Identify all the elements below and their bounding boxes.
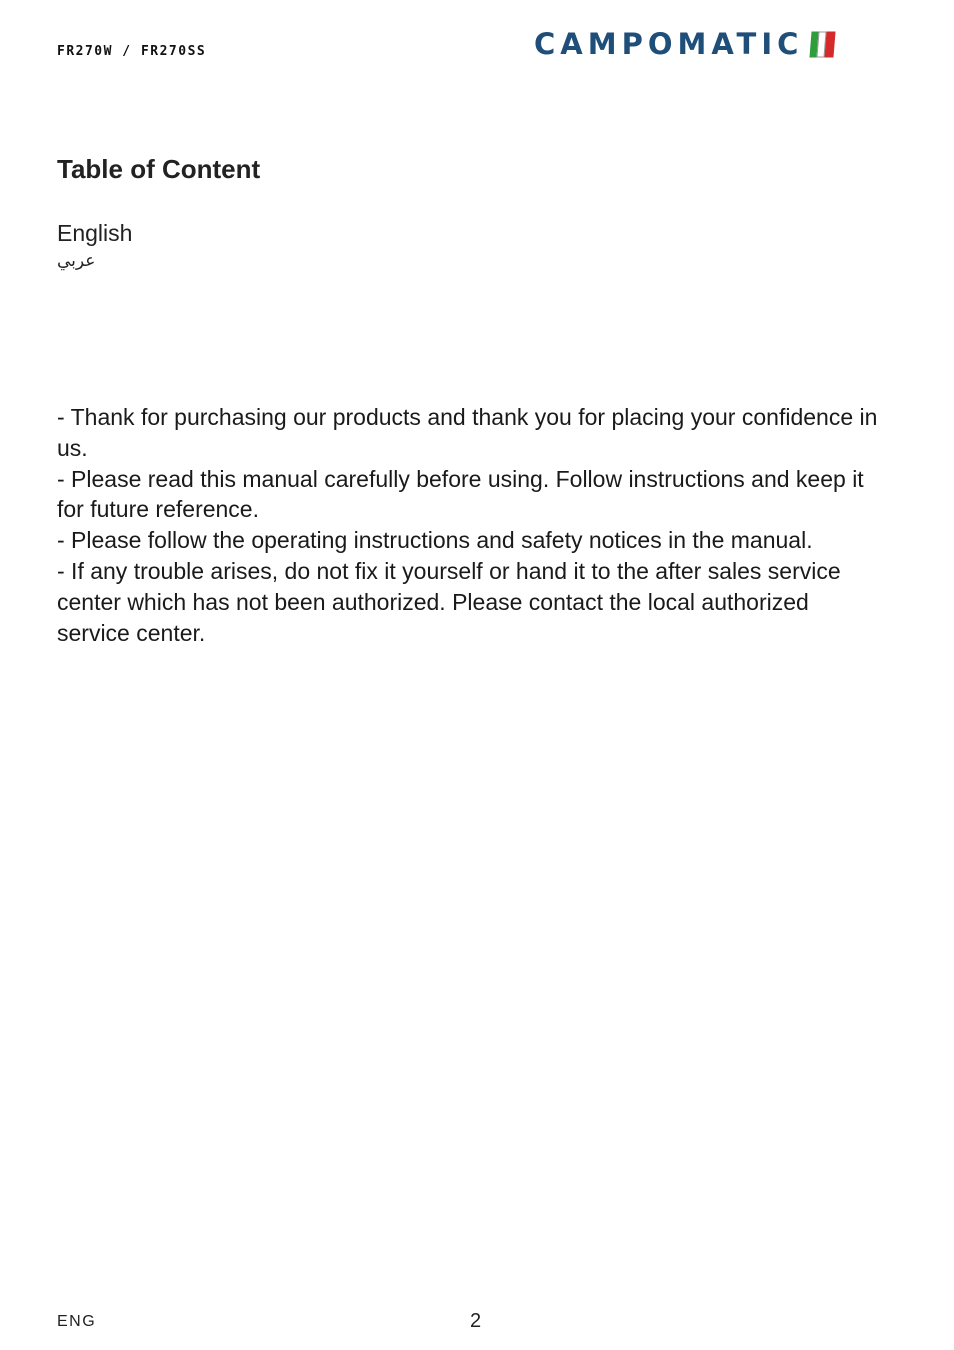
brand-wordmark: CAMPOMATIC [534,27,804,61]
toc-list [57,218,132,274]
italian-flag-icon [807,30,838,59]
brand-logo [534,28,838,60]
toc-item-english[interactable]: English [57,220,133,246]
note-paragraph: - If any trouble arises, do not fix it yourself or hand it to the after sales service center which has not been authorized. Please contact the local authorized service center. [57,557,841,646]
model-number: FR270W / FR270SS [57,44,207,59]
note-paragraph: - Please follow the operating instructions and safety notices in the manual. [57,527,813,554]
footer-language: ENG [57,1313,97,1330]
toc-item-arabic[interactable]: عربي [57,251,96,271]
note-paragraph: - Thank for purchasing our products and thank you for placing your confidence in us. [57,404,878,461]
toc-title: Table of Content [57,154,261,184]
intro-notes [57,402,887,648]
note-paragraph: - Please read this manual carefully before using. Follow instructions and keep it for future reference. [57,465,864,523]
page-number: 2 [470,1310,482,1332]
